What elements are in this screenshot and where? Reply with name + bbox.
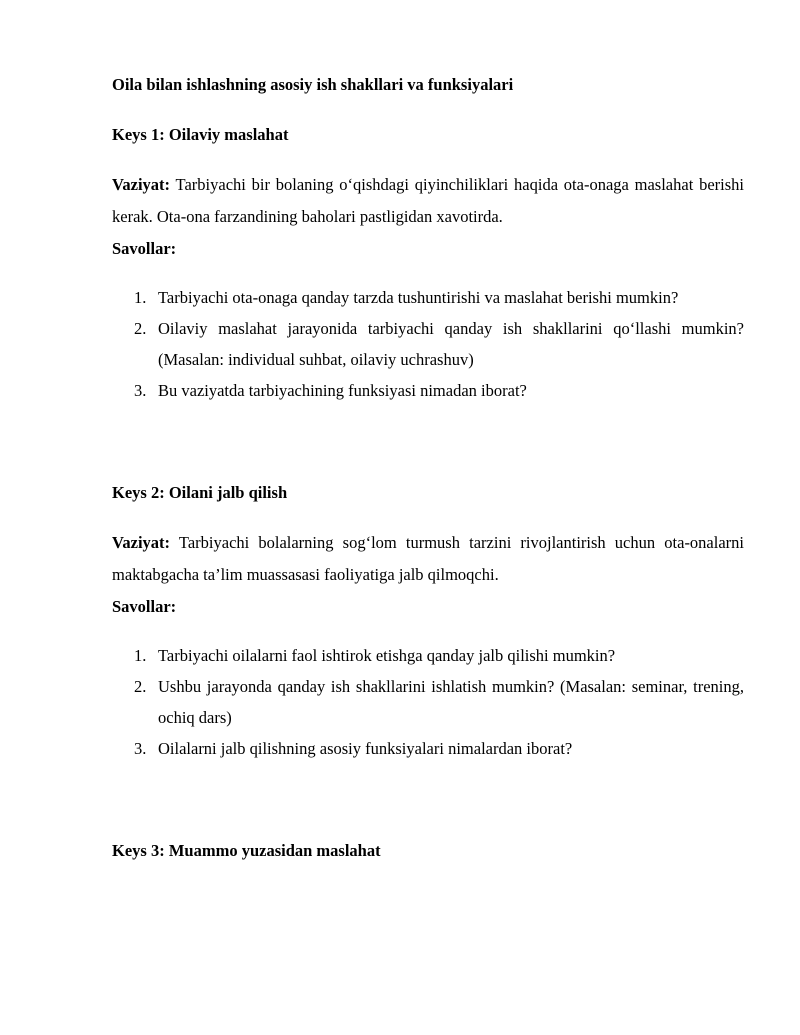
list-item-number: 2. — [134, 677, 147, 696]
case-1-questions-label: Savollar: — [112, 239, 177, 258]
list-item-text: Oilaviy maslahat jarayonida tarbiyachi qanday ish shakllarini qo‘llashi mumkin? (Masalan: individual suhbat, oilaviy uchrashuv) — [158, 319, 744, 369]
document-title: Oila bilan ishlashning asosiy ish shakllari va funksiyalari — [112, 75, 514, 94]
list-item-number: 1. — [134, 288, 147, 307]
list-item — [112, 375, 744, 406]
case-2-situation-text: Tarbiyachi bolalarning sog‘lom turmush tarzini rivojlantirish uchun ota-onalarni maktabgacha ta’lim muassasasi faoliyatiga jalb qilmoqchi. — [112, 533, 744, 584]
list-item — [112, 313, 744, 375]
case-1-heading: Keys 1: Oilaviy maslahat — [112, 125, 289, 144]
list-item-number: 1. — [134, 646, 147, 665]
list-item-text: Bu vaziyatda tarbiyachining funksiyasi nimadan iborat? — [158, 381, 527, 400]
list-item-text: Tarbiyachi oilalarni faol ishtirok etishga qanday jalb qilishi mumkin? — [158, 646, 616, 665]
case-2-situation-label: Vaziyat: — [112, 533, 171, 552]
list-item-number: 3. — [134, 739, 147, 758]
case-3-heading: Keys 3: Muammo yuzasidan maslahat — [112, 841, 381, 860]
list-item — [112, 671, 744, 733]
case-2-situation — [112, 527, 744, 623]
list-item-text: Tarbiyachi ota-onaga qanday tarzda tushuntirishi va maslahat berishi mumkin? — [158, 288, 679, 307]
case-1-situation-text: Tarbiyachi bir bolaning o‘qishdagi qiyinchiliklari haqida ota-onaga maslahat berishi kerak. Ota-ona farzandining baholari pastligidan xavotirda. — [112, 175, 744, 226]
list-item-number: 3. — [134, 381, 147, 400]
list-item-text: Oilalarni jalb qilishning asosiy funksiyalari nimalardan iborat? — [158, 739, 573, 758]
list-item — [112, 282, 744, 313]
list-item — [112, 733, 744, 764]
case-1-situation-label: Vaziyat: — [112, 175, 171, 194]
case-2-heading: Keys 2: Oilani jalb qilish — [112, 483, 288, 502]
list-item-text: Ushbu jarayonda qanday ish shakllarini ishlatish mumkin? (Masalan: seminar, trening, ochiq dars) — [158, 677, 744, 727]
case-2-question-list — [112, 640, 744, 764]
case-2-questions-label: Savollar: — [112, 597, 177, 616]
case-1-question-list — [112, 282, 744, 406]
list-item-number: 2. — [134, 319, 147, 338]
case-1-situation — [112, 169, 744, 265]
list-item — [112, 640, 744, 671]
